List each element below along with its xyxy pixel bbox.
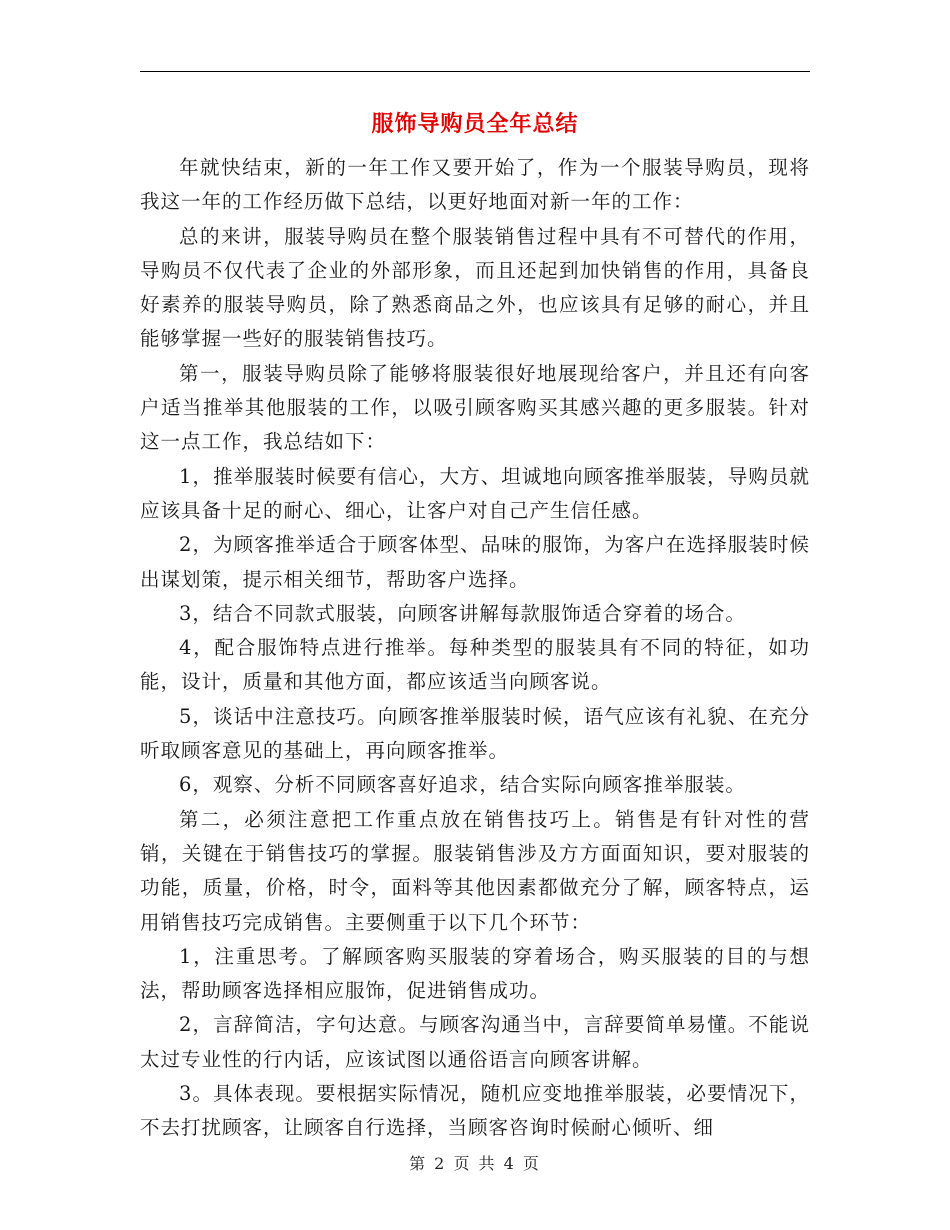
header-rule	[140, 71, 810, 72]
paragraph-second-point: 第二，必须注意把工作重点放在销售技巧上。销售是有针对性的营销，关键在于销售技巧的掌握。服装销售涉及方方面面知识，要对服装的功能，质量，价格，时令，面料等其他因素都做充分了解，顾客特点，运用销售技巧完成销售。主要侧重于以下几个环节：	[140, 807, 810, 934]
list-item: 4，配合服饰特点进行推举。每种类型的服装具有不同的特征，如功能，设计，质量和其他方面，都应该适当向顾客说。	[140, 636, 810, 694]
list-item: 3。具体表现。要根据实际情况，随机应变地推举服装，必要情况下，不去打扰顾客，让顾客自行选择，当顾客咨询时候耐心倾听、细	[140, 1082, 810, 1140]
paragraph-first-point: 第一，服装导购员除了能够将服装很好地展现给客户，并且还有向客户适当推举其他服装的工作，以吸引顾客购买其感兴趣的更多服装。针对这一点工作，我总结如下：	[140, 361, 810, 454]
list-item: 2，为顾客推举适合于顾客体型、品味的服饰，为客户在选择服装时候出谋划策，提示相关细节，帮助客户选择。	[140, 533, 810, 591]
list-item: 3，结合不同款式服装，向顾客讲解每款服饰适合穿着的场合。	[179, 601, 746, 625]
list-item: 1，推举服装时候要有信心，大方、坦诚地向顾客推举服装，导购员就应该具备十足的耐心、细心，让客户对自己产生信任感。	[140, 464, 810, 522]
page-number-footer: 第 2 页 共 4 页	[409, 1154, 541, 1173]
list-item: 6，观察、分析不同顾客喜好追求，结合实际向顾客推举服装。	[179, 773, 746, 797]
paragraph-overview: 总的来讲，服装导购员在整个服装销售过程中具有不可替代的作用，导购员不仅代表了企业的外部形象，而且还起到加快销售的作用，具备良好素养的服装导购员，除了熟悉商品之外，也应该具有足够的耐心，并且能够掌握一些好的服装销售技巧。	[140, 224, 810, 351]
document-body	[140, 151, 810, 1146]
list-item: 5，谈话中注意技巧。向顾客推举服装时候，语气应该有礼貌、在充分听取顾客意见的基础上，再向顾客推举。	[140, 704, 810, 763]
document-title: 服饰导购员全年总结	[371, 112, 579, 137]
list-item: 1，注重思考。了解顾客购买服装的穿着场合，购买服装的目的与想法，帮助顾客选择相应服饰，促进销售成功。	[140, 944, 810, 1003]
paragraph-intro: 年就快结束，新的一年工作又要开始了，作为一个服装导购员，现将我这一年的工作经历做下总结，以更好地面对新一年的工作：	[140, 156, 810, 214]
list-item: 2，言辞简洁，字句达意。与顾客沟通当中，言辞要简单易懂。不能说太过专业性的行内话，应该试图以通俗语言向顾客讲解。	[140, 1013, 810, 1071]
